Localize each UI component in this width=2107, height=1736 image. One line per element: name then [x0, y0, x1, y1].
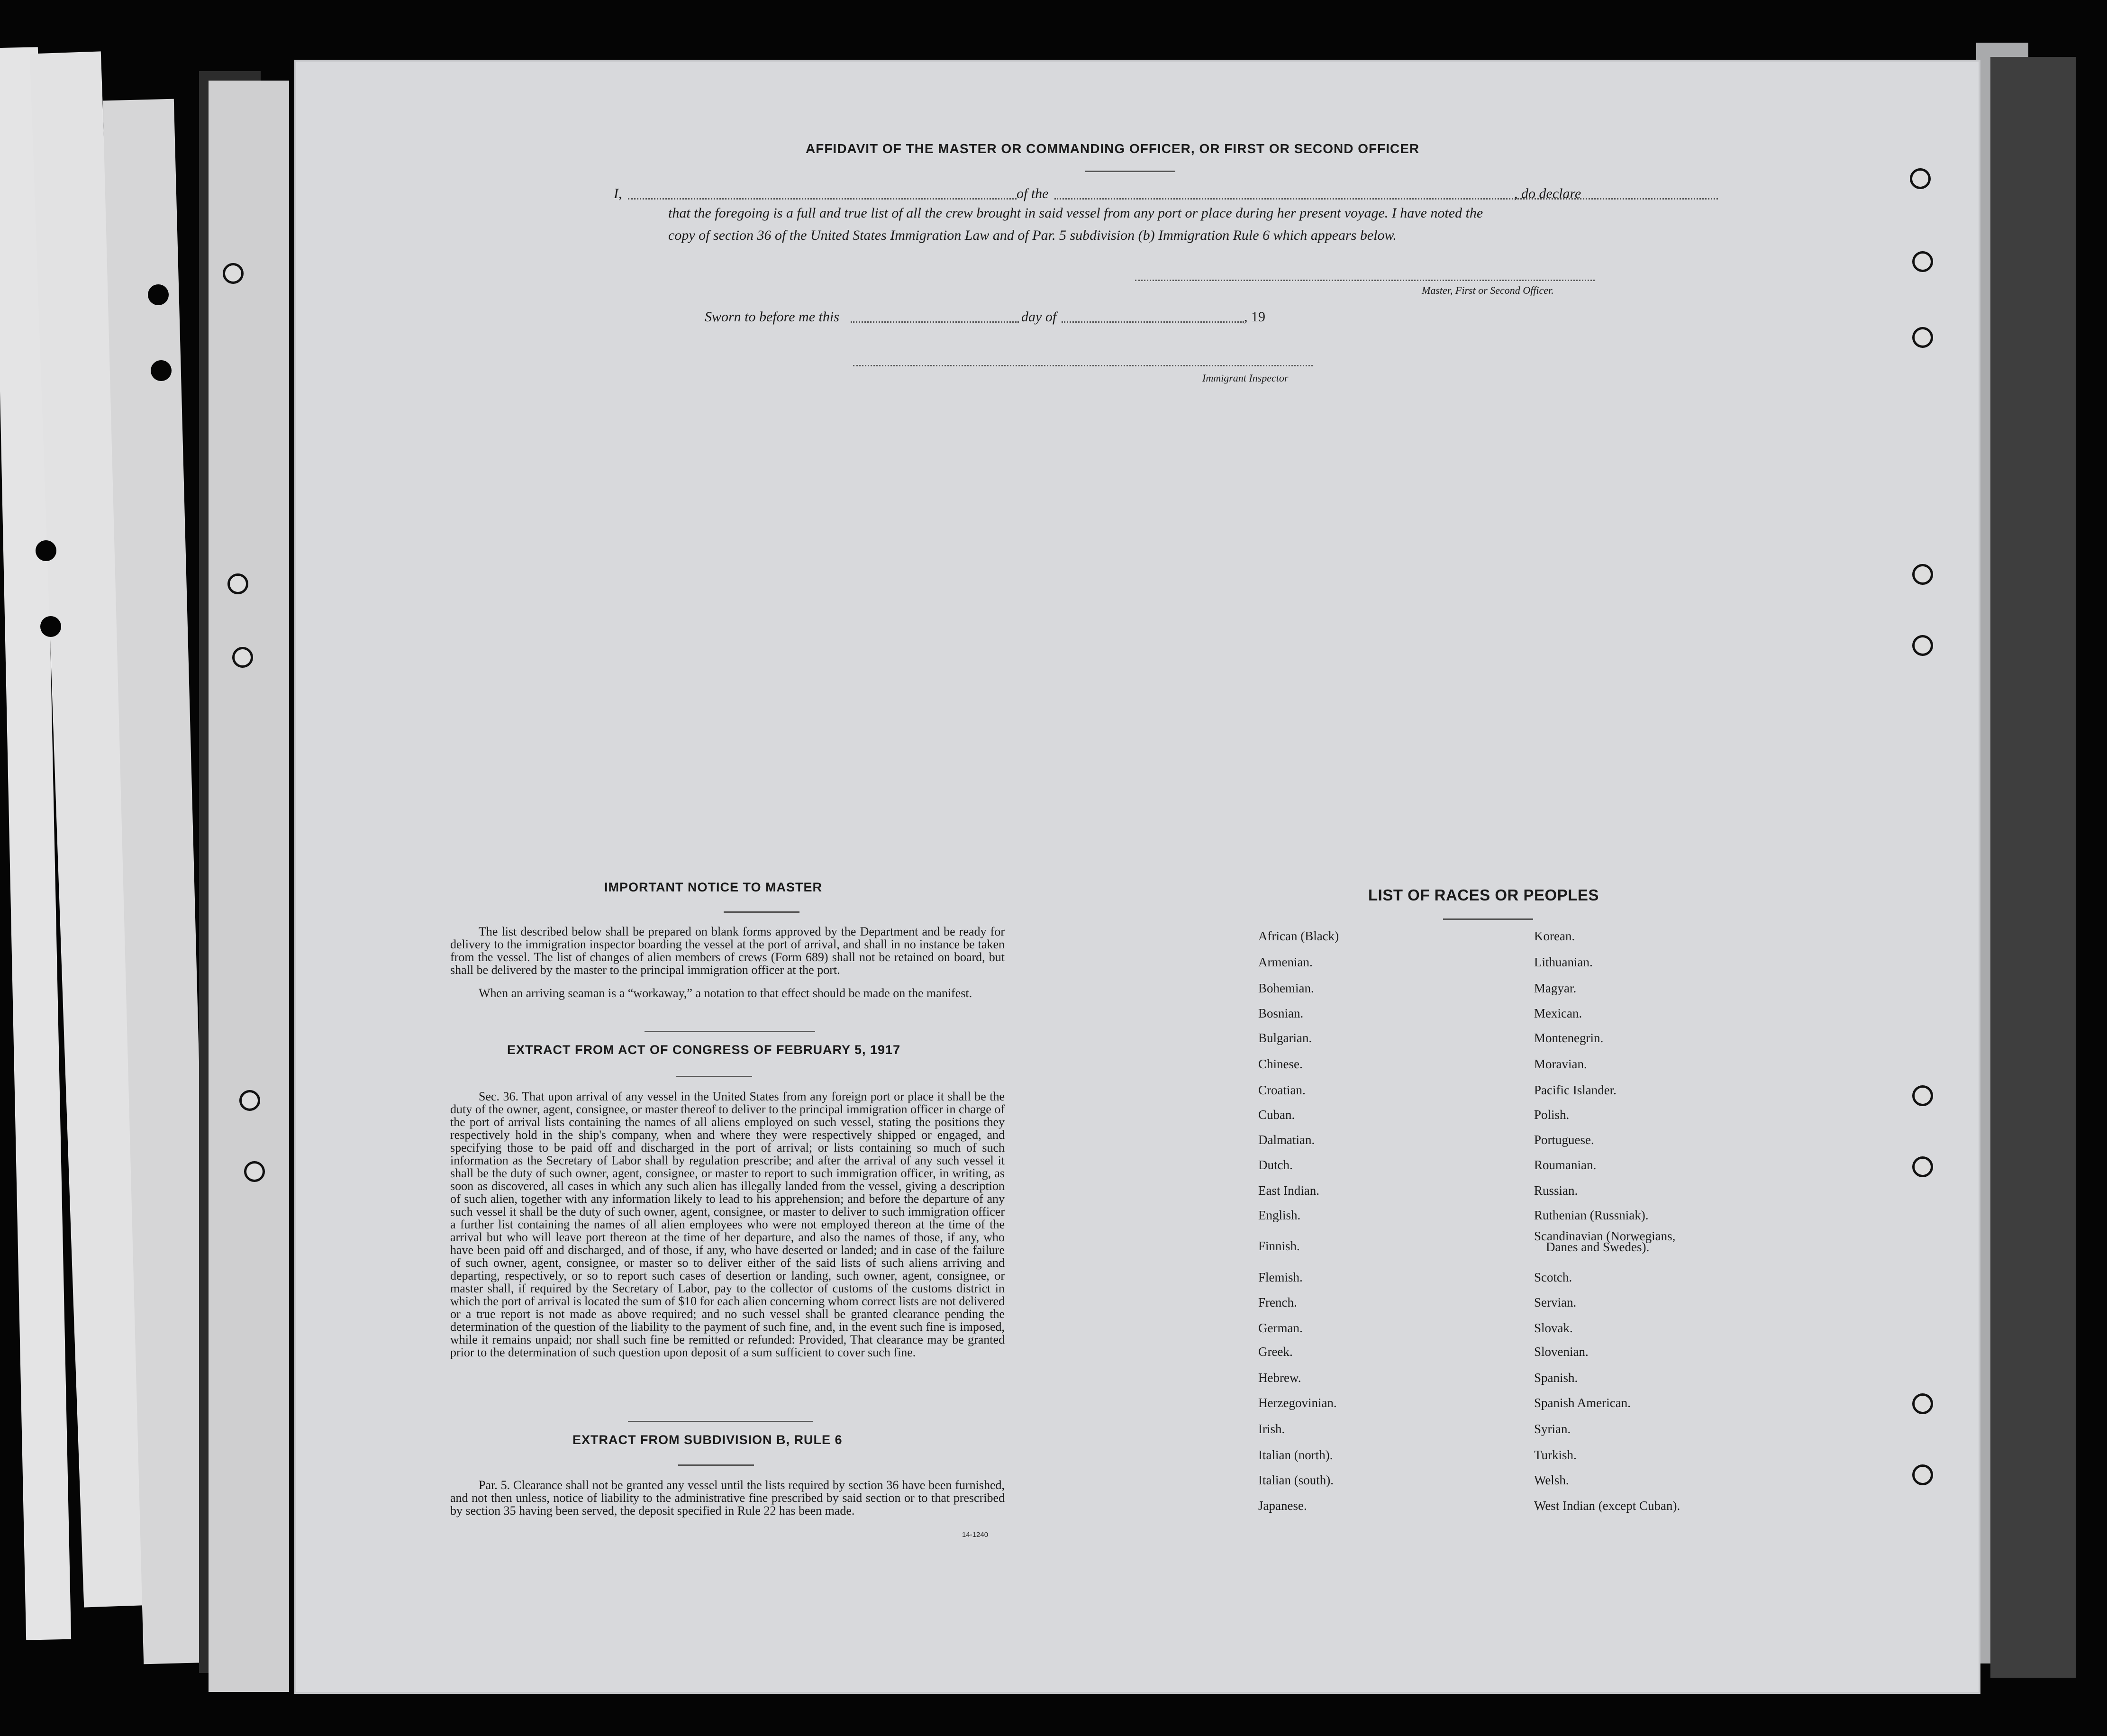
races-title: LIST OF RACES OR PEOPLES: [1368, 886, 1599, 904]
race-item: Herzegovinian.: [1258, 1396, 1337, 1410]
inspector-label: Immigrant Inspector: [1202, 372, 1289, 384]
affidavit-line2: that the foregoing is a full and true list of all the crew brought in said vessel from any port or place during her present voyage. I have noted the: [668, 205, 1483, 221]
name-blank: [628, 198, 1017, 200]
race-item: Bosnian.: [1258, 1006, 1304, 1020]
notice-para1: The list described below shall be prepared on blank forms approved by the Department and be ready for delivery to the immigration inspector boarding the vessel at the port of arrival, and shall in no instance be taken from the vessel. The list of changes of alien members of crews (Form 689) shall not be retained on board, but shall be delivered by the master to the principal immigration officer at the port.: [450, 925, 1005, 977]
race-item: Servian.: [1534, 1295, 1577, 1309]
race-item: French.: [1258, 1295, 1297, 1309]
punch-hole: [1910, 168, 1931, 189]
affidavit-line1-mid: of the: [1017, 186, 1049, 201]
race-item: Welsh.: [1534, 1473, 1569, 1487]
manifest-page: [296, 62, 1979, 1692]
divider: [1085, 171, 1175, 172]
binder-strip-4: [209, 81, 289, 1692]
affidavit-line3: copy of section 36 of the United States Immigration Law and of Par. 5 subdivision (b) Immigration Rule 6 which appears below.: [668, 227, 1397, 243]
signature-label: Master, First or Second Officer.: [1422, 284, 1554, 296]
divider: [1443, 918, 1533, 920]
punch-hole: [1912, 251, 1933, 272]
race-item: Italian (south).: [1258, 1473, 1334, 1487]
race-item: Bohemian.: [1258, 981, 1314, 995]
race-item: Mexican.: [1534, 1006, 1582, 1020]
inspector-line: [853, 365, 1313, 366]
divider: [628, 1421, 813, 1422]
affidavit-line1-start: I,: [614, 186, 622, 201]
race-item: Dutch.: [1258, 1158, 1293, 1172]
divider: [724, 911, 799, 913]
race-item: Croatian.: [1258, 1083, 1306, 1097]
sworn-day-blank: [851, 321, 1019, 323]
extract-rule-text: Par. 5. Clearance shall not be granted any vessel until the lists required by section 36 have been furnished, and not then unless, notice of liability to the administrative fine prescribed by said section or to that prescribed by section 35 having been served, the deposit specified in Rule 22 has been made.: [450, 1478, 1005, 1518]
extract-rule-title: EXTRACT FROM SUBDIVISION B, RULE 6: [572, 1433, 843, 1447]
notice-para2: When an arriving seaman is a “workaway,” a notation to that effect should be made on the manifest.: [479, 986, 972, 1000]
race-item: Chinese.: [1258, 1057, 1303, 1071]
punch-hole: [244, 1161, 265, 1182]
race-item: Portuguese.: [1534, 1133, 1594, 1147]
race-item: Magyar.: [1534, 981, 1577, 995]
race-item: Slovak.: [1534, 1321, 1573, 1335]
race-item: Syrian.: [1534, 1422, 1571, 1436]
punch-hole: [1912, 1464, 1933, 1485]
punch-hole: [239, 1090, 260, 1111]
punch-hole: [1912, 327, 1933, 348]
race-item: Irish.: [1258, 1422, 1285, 1436]
vessel-blank: [1054, 198, 1718, 200]
divider: [645, 1031, 815, 1032]
race-item: Bulgarian.: [1258, 1031, 1312, 1045]
punch-hole: [1912, 564, 1933, 585]
race-item: Flemish.: [1258, 1270, 1303, 1284]
race-item: Korean.: [1534, 929, 1575, 943]
signature-line: [1135, 280, 1595, 281]
extract-act-text: Sec. 36. That upon arrival of any vessel in the United States from any foreign port or place it shall be the duty of the owner, agent, consignee, or master thereof to deliver to the principal immigration officer in charge of the port of arrival lists containing the names of all aliens employed on such vessel, stating the positions they respectively hold in the ship's company, when and where they were respectively shipped or engaged, and specifying those to be paid off and discharged in the port of arrival; or lists containing so much of such information as the Secretary of Labor shall by regulation prescribe; and after the arrival of any such vessel it shall be the duty of such owner, agent, consignee, or master to report to such immigration officer, in writing, as soon as discovered, all cases in which any such alien has illegally landed from the vessel, giving a description of such alien, together with any information likely to lead to his apprehension; and before the departure of any such vessel it shall be the duty of such owner, agent, consignee, or master to deliver to such immigration officer a further list containing the names of all alien employees who were not employed thereon at the time of the arrival but who will leave port thereon at the time of her departure, and also the names of those, if any, who have been paid off and discharged, and of those, if any, who have deserted or landed; and in case of the failure of such owner, agent, consignee, or master so to deliver either of the said lists of such aliens arriving and departing, respectively, or so to report such cases of desertion or landing, such owner, agent, consignee, or master shall, if required by the Secretary of Labor, pay to the collector of customs of the customs district in which the port of arrival is located the sum of $10 for each alien concerning whom correct lists are not delivered or a true report is not made as above required; and no such vessel shall be granted clearance pending the determination of the question of the liability to the payment of such fine, and, in the event such fine is imposed, while it remains unpaid; nor shall such fine be remitted or refunded: Provided, That clearance may be granted prior to the determination of such question upon deposit of a sum sufficient to cover such fine.: [450, 1090, 1005, 1359]
punch-hole: [40, 616, 61, 637]
race-item: African (Black): [1258, 929, 1339, 943]
race-item: English.: [1258, 1208, 1301, 1222]
sworn-mid: day of: [1021, 309, 1057, 325]
race-item: West Indian (except Cuban).: [1534, 1499, 1680, 1513]
affidavit-title: AFFIDAVIT OF THE MASTER OR COMMANDING OFFICER, OR FIRST OR SECOND OFFICER: [806, 141, 1420, 156]
race-item: Scandinavian (Norwegians,: [1534, 1229, 1676, 1243]
race-item: Cuban.: [1258, 1108, 1295, 1122]
race-item: Turkish.: [1534, 1448, 1577, 1462]
sworn-month-blank: [1062, 321, 1244, 323]
race-item: Danes and Swedes).: [1546, 1240, 1650, 1254]
race-item: Russian.: [1534, 1183, 1578, 1198]
sworn-start: Sworn to before me this: [705, 309, 839, 325]
punch-hole: [1912, 1393, 1933, 1414]
extract-act-title: EXTRACT FROM ACT OF CONGRESS OF FEBRUARY 5, 1917: [507, 1043, 901, 1057]
race-item: Hebrew.: [1258, 1371, 1301, 1385]
race-item: Pacific Islander.: [1534, 1083, 1617, 1097]
race-item: Scotch.: [1534, 1270, 1572, 1284]
race-item: Finnish.: [1258, 1239, 1300, 1253]
punch-hole: [1912, 635, 1933, 656]
right-band: [1990, 57, 2076, 1678]
race-item: Japanese.: [1258, 1499, 1307, 1513]
sworn-end: , 19: [1244, 309, 1265, 325]
race-item: Montenegrin.: [1534, 1031, 1604, 1045]
punch-hole: [223, 263, 244, 284]
race-item: Dalmatian.: [1258, 1133, 1315, 1147]
race-item: Lithuanian.: [1534, 955, 1593, 969]
race-item: German.: [1258, 1321, 1303, 1335]
race-item: Greek.: [1258, 1345, 1293, 1359]
race-item: Slovenian.: [1534, 1345, 1589, 1359]
race-item: Spanish.: [1534, 1371, 1578, 1385]
race-item: Moravian.: [1534, 1057, 1587, 1071]
divider: [678, 1464, 754, 1466]
punch-hole: [151, 360, 172, 381]
race-item: Roumanian.: [1534, 1158, 1597, 1172]
race-item: Ruthenian (Russniak).: [1534, 1208, 1649, 1222]
race-item: Armenian.: [1258, 955, 1313, 969]
punch-hole: [36, 540, 56, 561]
punch-hole: [1912, 1085, 1933, 1106]
notice-title: IMPORTANT NOTICE TO MASTER: [604, 880, 822, 894]
form-number: 14-1240: [962, 1531, 989, 1539]
race-item: Italian (north).: [1258, 1448, 1333, 1462]
race-item: East Indian.: [1258, 1183, 1319, 1198]
punch-hole: [227, 573, 248, 594]
punch-hole: [148, 284, 169, 305]
race-item: Spanish American.: [1534, 1396, 1631, 1410]
punch-hole: [232, 647, 253, 668]
race-item: Polish.: [1534, 1108, 1570, 1122]
punch-hole: [1912, 1156, 1933, 1177]
divider: [676, 1076, 752, 1077]
affidavit-line1-end: , do declare: [1514, 186, 1581, 201]
